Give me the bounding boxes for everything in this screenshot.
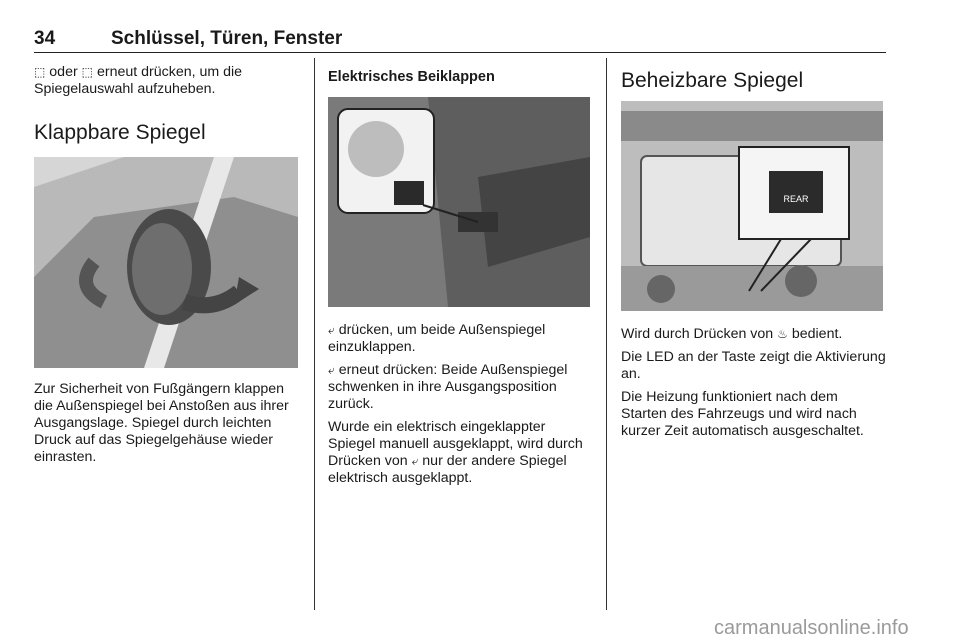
chapter-title: Schlüssel, Türen, Fenster xyxy=(111,28,343,49)
mirror-fold-icon: ⤶ xyxy=(328,323,335,337)
rear-button-label: REAR xyxy=(783,194,809,204)
mirror-fold-icon: ⤶ xyxy=(411,454,419,468)
column-1-body xyxy=(34,381,300,472)
intro-text: erneut drücken, um die Spiegelauswahl aufzuheben. xyxy=(34,64,243,97)
folding-mirror-illustration xyxy=(34,157,298,368)
page-header xyxy=(34,26,886,53)
column-divider-2 xyxy=(606,58,607,610)
watermark: carmanualsonline.info xyxy=(714,617,909,639)
column-2-body xyxy=(328,322,594,493)
column-1 xyxy=(34,64,300,146)
heading-klappbare-spiegel: Klappbare Spiegel xyxy=(34,121,206,144)
mirror-fold-icon: ⤶ xyxy=(328,363,335,377)
folding-mirror-text: Zur Sicherheit von Fußgängern klappen die Außenspiegel bei Anstoßen aus ihrer Ausgangslage. Spiegel durch leichten Druck auf das Spiegelgehäuse wieder einrasten. xyxy=(34,381,289,465)
page-number: 34 xyxy=(34,28,56,49)
column-3-body xyxy=(621,326,887,446)
fold-paragraph-1: ⤶ drücken, um beide Außenspiegel einzuklappen. xyxy=(328,322,546,355)
heating-paragraph-1: Wird durch Drücken von ♨ bedient. xyxy=(621,326,843,342)
fold-paragraph-2: ⤶ erneut drücken: Beide Außenspiegel schwenken in ihre Ausgangsposition zurück. xyxy=(328,362,568,412)
heading-beheizbare-spiegel: Beheizbare Spiegel xyxy=(621,69,804,92)
column-2 xyxy=(328,64,594,86)
door-switch-illustration xyxy=(328,97,590,307)
heading-elektrisches-beiklappen: Elektrisches Beiklappen xyxy=(328,69,495,85)
heating-paragraph-3: Die Heizung funktioniert nach dem Starten des Fahrzeugs und wird nach kurzer Zeit automatisch ausgeschaltet. xyxy=(621,389,864,439)
intro-paragraph xyxy=(34,64,300,98)
heating-paragraph-2: Die LED an der Taste zeigt die Aktivierung an. xyxy=(621,349,886,382)
rear-defrost-illustration xyxy=(621,101,883,311)
intro-or: oder xyxy=(49,64,78,80)
rear-defrost-icon: ♨ xyxy=(777,327,788,341)
column-divider-1 xyxy=(314,58,315,610)
fold-paragraph-3: Wurde ein elektrisch eingeklappter Spiegel manuell ausgeklappt, wird durch Drücken von ⤶ nur der andere Spiegel elektrisch ausgeklappt. xyxy=(328,419,583,486)
column-3 xyxy=(621,64,887,94)
mirror-left-icon: ⬚ xyxy=(34,65,46,79)
mirror-right-icon: ⬚ xyxy=(81,65,93,79)
